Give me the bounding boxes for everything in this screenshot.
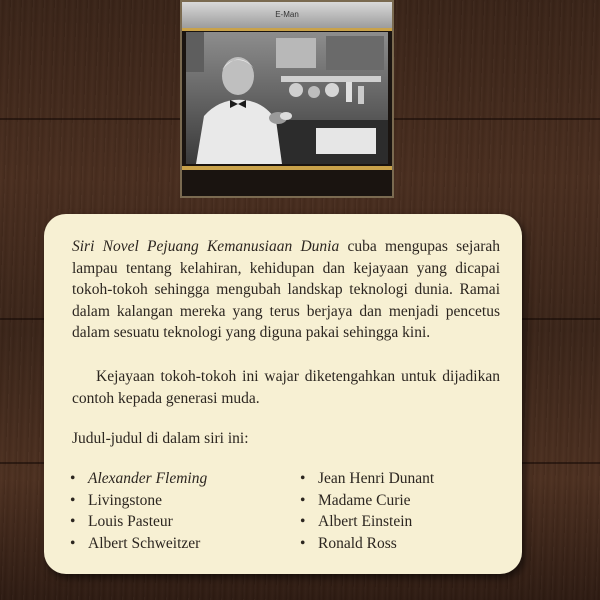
bullet-icon: • [300,470,306,487]
cover-top-band [182,2,392,28]
list-item: • Albert Einstein [300,511,434,533]
list-item: • Jean Henri Dunant [300,468,434,490]
list-heading: Judul-judul di dalam siri ini: [72,430,249,447]
bullet-icon: • [70,513,76,530]
publisher-brand: E-Man [275,10,299,19]
blurb-paragraph-2: Kejayaan tokoh-tokoh ini wajar diketengahkan untuk dijadikan contoh kepada generasi muda. [72,368,500,407]
cover-gold-rule [182,166,392,170]
list-item: • Ronald Ross [300,533,434,555]
bullet-icon: • [70,491,76,509]
titles-list-right [300,468,434,554]
scientist-in-lab-photo [186,32,388,164]
bullet-icon: • [70,534,76,552]
series-title: Siri Novel Pejuang Kemanusiaan Dunia [72,238,340,255]
titles-list-left [70,468,207,554]
list-item: • Madame Curie [300,490,434,512]
bullet-icon: • [300,491,306,509]
list-item: • Albert Schweitzer [70,533,207,555]
cover-gold-rule [182,28,392,31]
bullet-icon: • [300,534,306,552]
book-cover-thumbnail [180,0,394,198]
blurb-card [44,214,522,574]
list-item: • Louis Pasteur [70,511,207,533]
blurb-paragraph-1-text: cuba mengupas sejarah lampau tentang kelahiran, kehidupan dan kejayaan yang dicapai tokoh-tokoh sehingga mengubah landskap teknologi dunia. Ramai dalam kalangan mereka yang terus berjaya dan menjadi pencetus dalam sesuatu teknologi yang diguna pakai sehingga kini. [72,238,501,341]
list-item: • Livingstone [70,490,207,512]
bullet-icon: • [300,513,306,530]
list-item: • Alexander Fleming [70,468,207,490]
bullet-icon: • [70,470,76,487]
blurb-paragraph-1 [72,236,500,344]
